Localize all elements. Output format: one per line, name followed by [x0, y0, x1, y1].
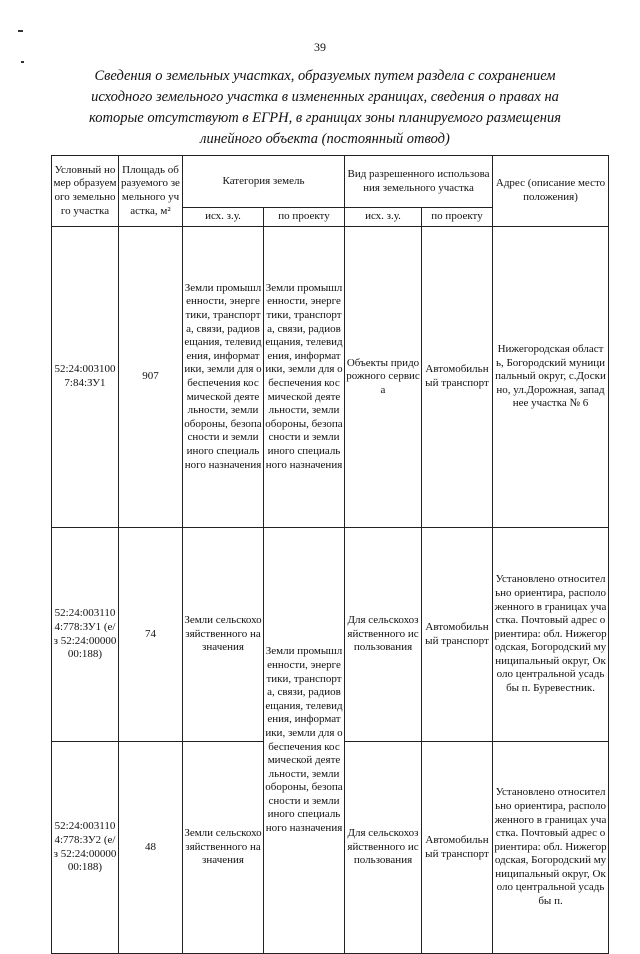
address: Нижегородская область, Богородский муниципальный округ, с.Доскино, ул.Дорожная, западнее участка № 6 — [493, 227, 609, 528]
category-project: Земли промышленности, энергетики, транспорта, связи, радиовещания, телевидения, информатики, земли для обеспечения космической деятельности, земли обороны, безопасности и земли иного специального назначения — [264, 227, 345, 528]
category-existing: Земли сельскохозяйственного назначения — [183, 742, 264, 954]
cadastral-number: 52:24:0031104:778:ЗУ2 (е/з 52:24:0000000:188) — [52, 742, 119, 954]
area-value: 907 — [119, 227, 183, 528]
category-existing: Земли сельскохозяйственного назначения — [183, 528, 264, 742]
header-cadastral: Условный номер образуемого земельного участка — [52, 156, 119, 227]
document-title: Сведения о земельных участках, образуемых путем раздела с сохранением исходного земельного участка в измененных границах, сведения о правах на которые отсутствуют в ЕГРН, в границах зоны планируемого размещения линейного объекта (постоянный отвод) — [89, 68, 561, 147]
header-address: Адрес (описание местоположения) — [493, 156, 609, 227]
address: Установлено относительно ориентира, расположенного в границах участка. Почтовый адрес ориентира: обл. Нижегородская, Богородский муниципальный округ, Около центральной усадьбы п. — [493, 742, 609, 954]
cadastral-number: 52:24:0031104:778:ЗУ1 (е/з 52:24:0000000:188) — [52, 528, 119, 742]
header-category: Категория земель — [183, 156, 345, 208]
page-number: 39 — [314, 40, 326, 54]
cadastral-number: 52:24:0031007:84:ЗУ1 — [52, 227, 119, 528]
land-plots-table — [51, 155, 609, 954]
table-row — [52, 227, 609, 528]
use-existing: Для сельскохозяйственного использования — [345, 742, 422, 954]
header-use-project: по проекту — [422, 208, 493, 227]
use-project: Автомобильный транспорт — [422, 227, 493, 528]
header-area: Площадь образуемого земельного участка, м² — [119, 156, 183, 227]
header-category-project: по проекту — [264, 208, 345, 227]
category-existing: Земли промышленности, энергетики, транспорта, связи, радиовещания, телевидения, информатики, земли для обеспечения космической деятельности, земли обороны, безопасности и земли иного специального назначения — [183, 227, 264, 528]
table-row — [52, 528, 609, 742]
use-project: Автомобильный транспорт — [422, 742, 493, 954]
use-existing: Для сельскохозяйственного использования — [345, 528, 422, 742]
category-project-merged: Земли промышленности, энергетики, транспорта, связи, радиовещания, телевидения, информатики, земли для обеспечения космической деятельности, земли обороны, безопасности и земли иного специального назначения — [264, 528, 345, 954]
header-category-existing: исх. з.у. — [183, 208, 264, 227]
use-project: Автомобильный транспорт — [422, 528, 493, 742]
area-value: 48 — [119, 742, 183, 954]
use-existing: Объекты придорожного сервиса — [345, 227, 422, 528]
scan-mark — [21, 61, 24, 63]
scan-mark — [18, 30, 23, 32]
address: Установлено относительно ориентира, расположенного в границах участка. Почтовый адрес ориентира: обл. Нижегородская, Богородский муниципальный округ, Около центральной усадьбы п. Буревестник. — [493, 528, 609, 742]
header-use-existing: исх. з.у. — [345, 208, 422, 227]
area-value: 74 — [119, 528, 183, 742]
header-use: Вид разрешенного использования земельного участка — [345, 156, 493, 208]
